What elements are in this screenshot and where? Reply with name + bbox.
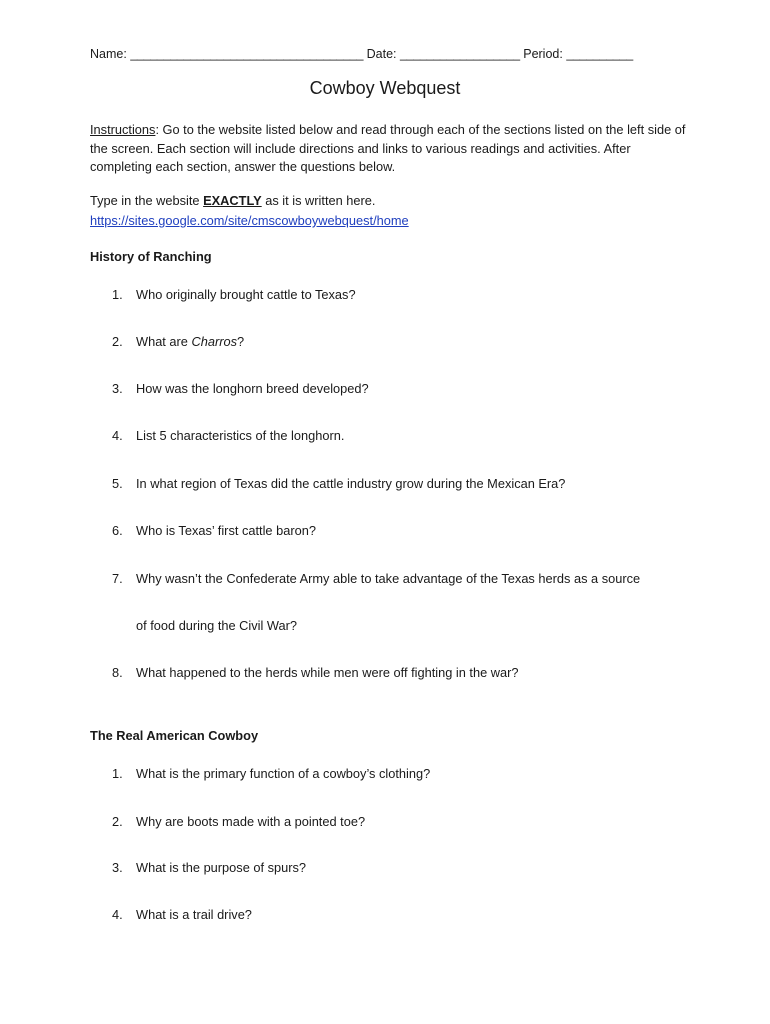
question-number: 4. (112, 907, 123, 922)
website-url-link[interactable]: https://sites.google.com/site/cmscowboywebquest/home (90, 213, 409, 228)
question-item (112, 334, 692, 349)
website-instructions (90, 191, 690, 231)
student-info-line (90, 47, 690, 61)
question-text: In what region of Texas did the cattle industry grow during the Mexican Era? (136, 476, 566, 491)
date-blank: __________________ (400, 47, 520, 61)
question-text: Who is Texas’ first cattle baron? (136, 523, 316, 538)
question-number: 4. (112, 428, 123, 443)
page-title: Cowboy Webquest (309, 78, 461, 98)
question-item (112, 523, 692, 538)
question-text-end: ? (237, 334, 245, 349)
question-text: List 5 characteristics of the longhorn. (136, 428, 345, 443)
website-instruction-line (90, 191, 690, 211)
question-item (112, 814, 692, 829)
instructions-label: Instructions (90, 122, 156, 137)
section-heading-real-american-cowboy: The Real American Cowboy (90, 728, 259, 743)
instructions-paragraph (90, 121, 690, 177)
question-item (112, 287, 692, 302)
question-item (112, 381, 692, 396)
question-item (112, 571, 692, 633)
question-item (112, 665, 692, 680)
question-text: How was the longhorn breed developed? (136, 381, 369, 396)
period-blank: __________ (566, 47, 633, 61)
question-number: 1. (112, 766, 123, 781)
question-number: 2. (112, 334, 123, 349)
question-item (112, 476, 692, 491)
website-prefix: Type in the website (90, 193, 204, 208)
question-text: Who originally brought cattle to Texas? (136, 287, 356, 302)
question-text: What are (136, 334, 192, 349)
question-number: 5. (112, 476, 123, 491)
name-blank: ___________________________________ (130, 47, 364, 61)
question-item (112, 907, 692, 922)
period-label: Period: (523, 47, 563, 61)
website-suffix: as it is written here. (261, 193, 376, 208)
question-text-italic: Charros (191, 334, 237, 349)
question-number: 3. (112, 381, 123, 396)
date-label: Date: (366, 47, 397, 61)
question-number: 3. (112, 860, 123, 875)
question-number: 8. (112, 665, 123, 680)
question-number: 1. (112, 287, 123, 302)
question-text: Why wasn’t the Confederate Army able to take advantage of the Texas herds as a source (136, 571, 641, 586)
question-number: 7. (112, 571, 123, 586)
question-text: What is the primary function of a cowboy’s clothing? (136, 766, 431, 781)
question-text: What is the purpose of spurs? (136, 860, 307, 875)
question-text: What happened to the herds while men were off fighting in the war? (136, 665, 519, 680)
question-text-continuation: of food during the Civil War? (136, 618, 297, 633)
name-label: Name: (90, 47, 127, 61)
question-number: 6. (112, 523, 123, 538)
instructions-text: : Go to the website listed below and read through each of the sections listed on the left side of the screen. Each section will include directions and links to various readings and activities. After completing each section, answer the questions below. (90, 122, 686, 174)
question-text: Why are boots made with a pointed toe? (136, 814, 366, 829)
question-number: 2. (112, 814, 123, 829)
question-item (112, 766, 692, 781)
section-heading-history-of-ranching: History of Ranching (90, 249, 212, 264)
question-item (112, 428, 692, 443)
question-item (112, 860, 692, 875)
website-emphasis: EXACTLY (203, 193, 262, 208)
question-text: What is a trail drive? (136, 907, 252, 922)
